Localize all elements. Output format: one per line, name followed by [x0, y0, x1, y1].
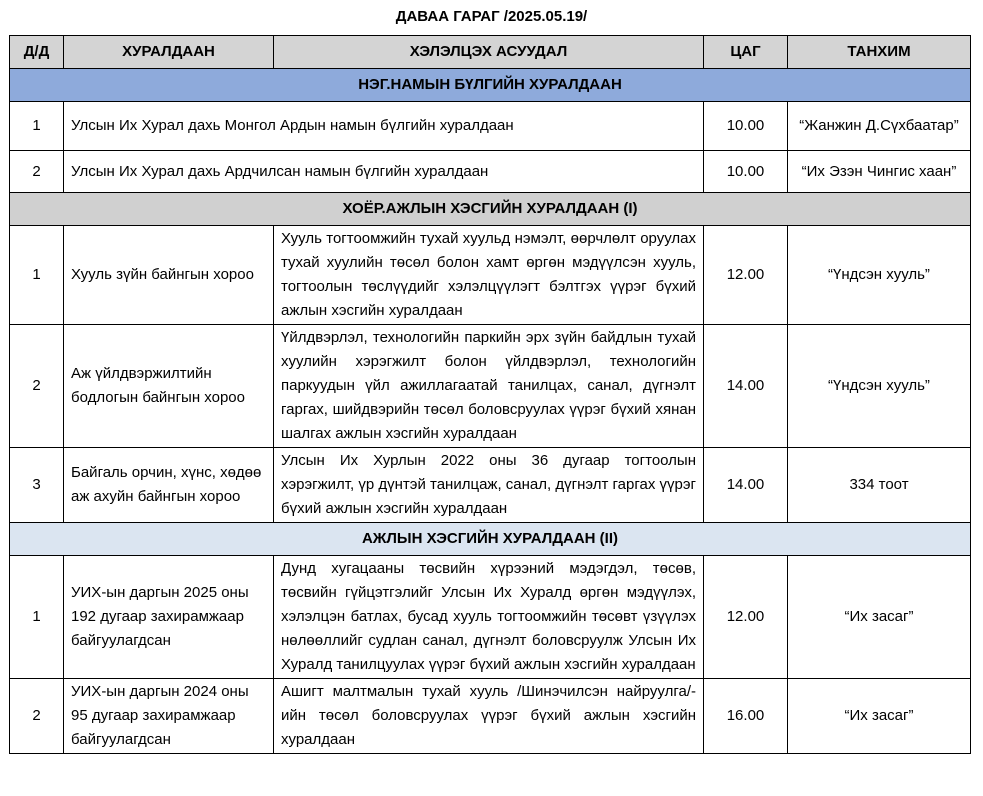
table-row	[10, 102, 971, 151]
row-no: 1	[10, 226, 64, 325]
schedule-table	[9, 35, 971, 754]
row-meeting: УИХ-ын даргын 2025 оны 192 дугаар захирамжаар байгуулагдсан	[64, 556, 274, 679]
row-meeting: Аж үйлдвэржилтийн бодлогын байнгын хороо	[64, 325, 274, 448]
row-agenda: Ашигт малтмалын тухай хууль /Шинэчилсэн найруулга/-ийн төсөл боловсруулах үүрэг бүхий ажлын хэсгийн хуралдаан	[274, 679, 704, 754]
table-row	[10, 226, 971, 325]
row-time: 14.00	[704, 325, 788, 448]
section-header	[10, 193, 971, 226]
table-header-row	[10, 36, 971, 69]
section-header	[10, 69, 971, 102]
page-title: ДАВАА ГАРАГ /2025.05.19/	[395, 8, 588, 25]
row-no: 2	[10, 151, 64, 193]
header-time: ЦАГ	[704, 36, 788, 69]
row-time: 12.00	[704, 556, 788, 679]
header-meeting: ХУРАЛДААН	[64, 36, 274, 69]
row-meeting: Хууль зүйн байнгын хороо	[64, 226, 274, 325]
row-room: “Жанжин Д.Сүхбаатар”	[788, 102, 971, 151]
table-row	[10, 556, 971, 679]
row-no: 2	[10, 325, 64, 448]
row-agenda: Үйлдвэрлэл, технологийн паркийн эрх зүйн байдлын тухай хуулийн хэрэгжилт болон үйлдвэрлэл, технологийн паркуудын үйл ажиллагаатай танилцах, санал, дүгнэлт гаргах, шийдвэрийн төсөл боловсруулах үүрэг бүхий хянан шалгах ажлын хэсгийн хуралдаан	[274, 325, 704, 448]
row-time: 10.00	[704, 102, 788, 151]
section-header	[10, 523, 971, 556]
row-agenda: Хууль тогтоомжийн тухай хуульд нэмэлт, өөрчлөлт оруулах тухай хуулийн төсөл болон хамт өргөн мэдүүлсэн хууль, тогтоолын төслүүдийг хэлэлцүүлэгт бэлтгэх үүрэг бүхий ажлын хэсгийн хуралдаан	[274, 226, 704, 325]
row-no: 1	[10, 102, 64, 151]
row-time: 14.00	[704, 448, 788, 523]
row-meeting: Улсын Их Хурал дахь Ардчилсан намын бүлгийн хуралдаан	[64, 151, 704, 193]
row-no: 1	[10, 556, 64, 679]
row-agenda: Дунд хугацааны төсвийн хүрээний мэдэгдэл, төсөв, төсвийн гүйцэтгэлийг Улсын Их Хуралд өргөн мэдүүлэх, хэлэлцэн батлах, бусад хууль тогтоомжийн төсөвт үзүүлэх нөлөөллийг судлан санал, дүгнэлт боловсруулж Улсын Их Хуралд танилцуулах үүрэг бүхий ажлын хэсгийн хуралдаан	[274, 556, 704, 679]
row-room: 334 тоот	[788, 448, 971, 523]
row-time: 10.00	[704, 151, 788, 193]
row-time: 12.00	[704, 226, 788, 325]
row-meeting: Улсын Их Хурал дахь Монгол Ардын намын бүлгийн хуралдаан	[64, 102, 704, 151]
row-no: 3	[10, 448, 64, 523]
section-title: НЭГ.НАМЫН БҮЛГИЙН ХУРАЛДААН	[10, 69, 971, 102]
row-time: 16.00	[704, 679, 788, 754]
row-room: “Их засаг”	[788, 679, 971, 754]
row-meeting: Байгаль орчин, хүнс, хөдөө аж ахуйн байнгын хороо	[64, 448, 274, 523]
table-row	[10, 679, 971, 754]
header-agenda: ХЭЛЭЛЦЭХ АСУУДАЛ	[274, 36, 704, 69]
row-room: “Их Эзэн Чингис хаан”	[788, 151, 971, 193]
row-room: “Үндсэн хууль”	[788, 325, 971, 448]
row-meeting: УИХ-ын даргын 2024 оны 95 дугаар захирамжаар байгуулагдсан	[64, 679, 274, 754]
section-title: ХОЁР.АЖЛЫН ХЭСГИЙН ХУРАЛДААН (I)	[10, 193, 971, 226]
section-title: АЖЛЫН ХЭСГИЙН ХУРАЛДААН (II)	[10, 523, 971, 556]
table-row	[10, 325, 971, 448]
row-no: 2	[10, 679, 64, 754]
row-agenda: Улсын Их Хурлын 2022 оны 36 дугаар тогтоолын хэрэгжилт, үр дүнтэй танилцаж, санал, дүгнэлт гаргах үүрэг бүхий ажлын хэсгийн хуралдаан	[274, 448, 704, 523]
header-room: ТАНХИМ	[788, 36, 971, 69]
table-row	[10, 151, 971, 193]
row-room: “Үндсэн хууль”	[788, 226, 971, 325]
row-room: “Их засаг”	[788, 556, 971, 679]
table-row	[10, 448, 971, 523]
header-no: Д/Д	[10, 36, 64, 69]
